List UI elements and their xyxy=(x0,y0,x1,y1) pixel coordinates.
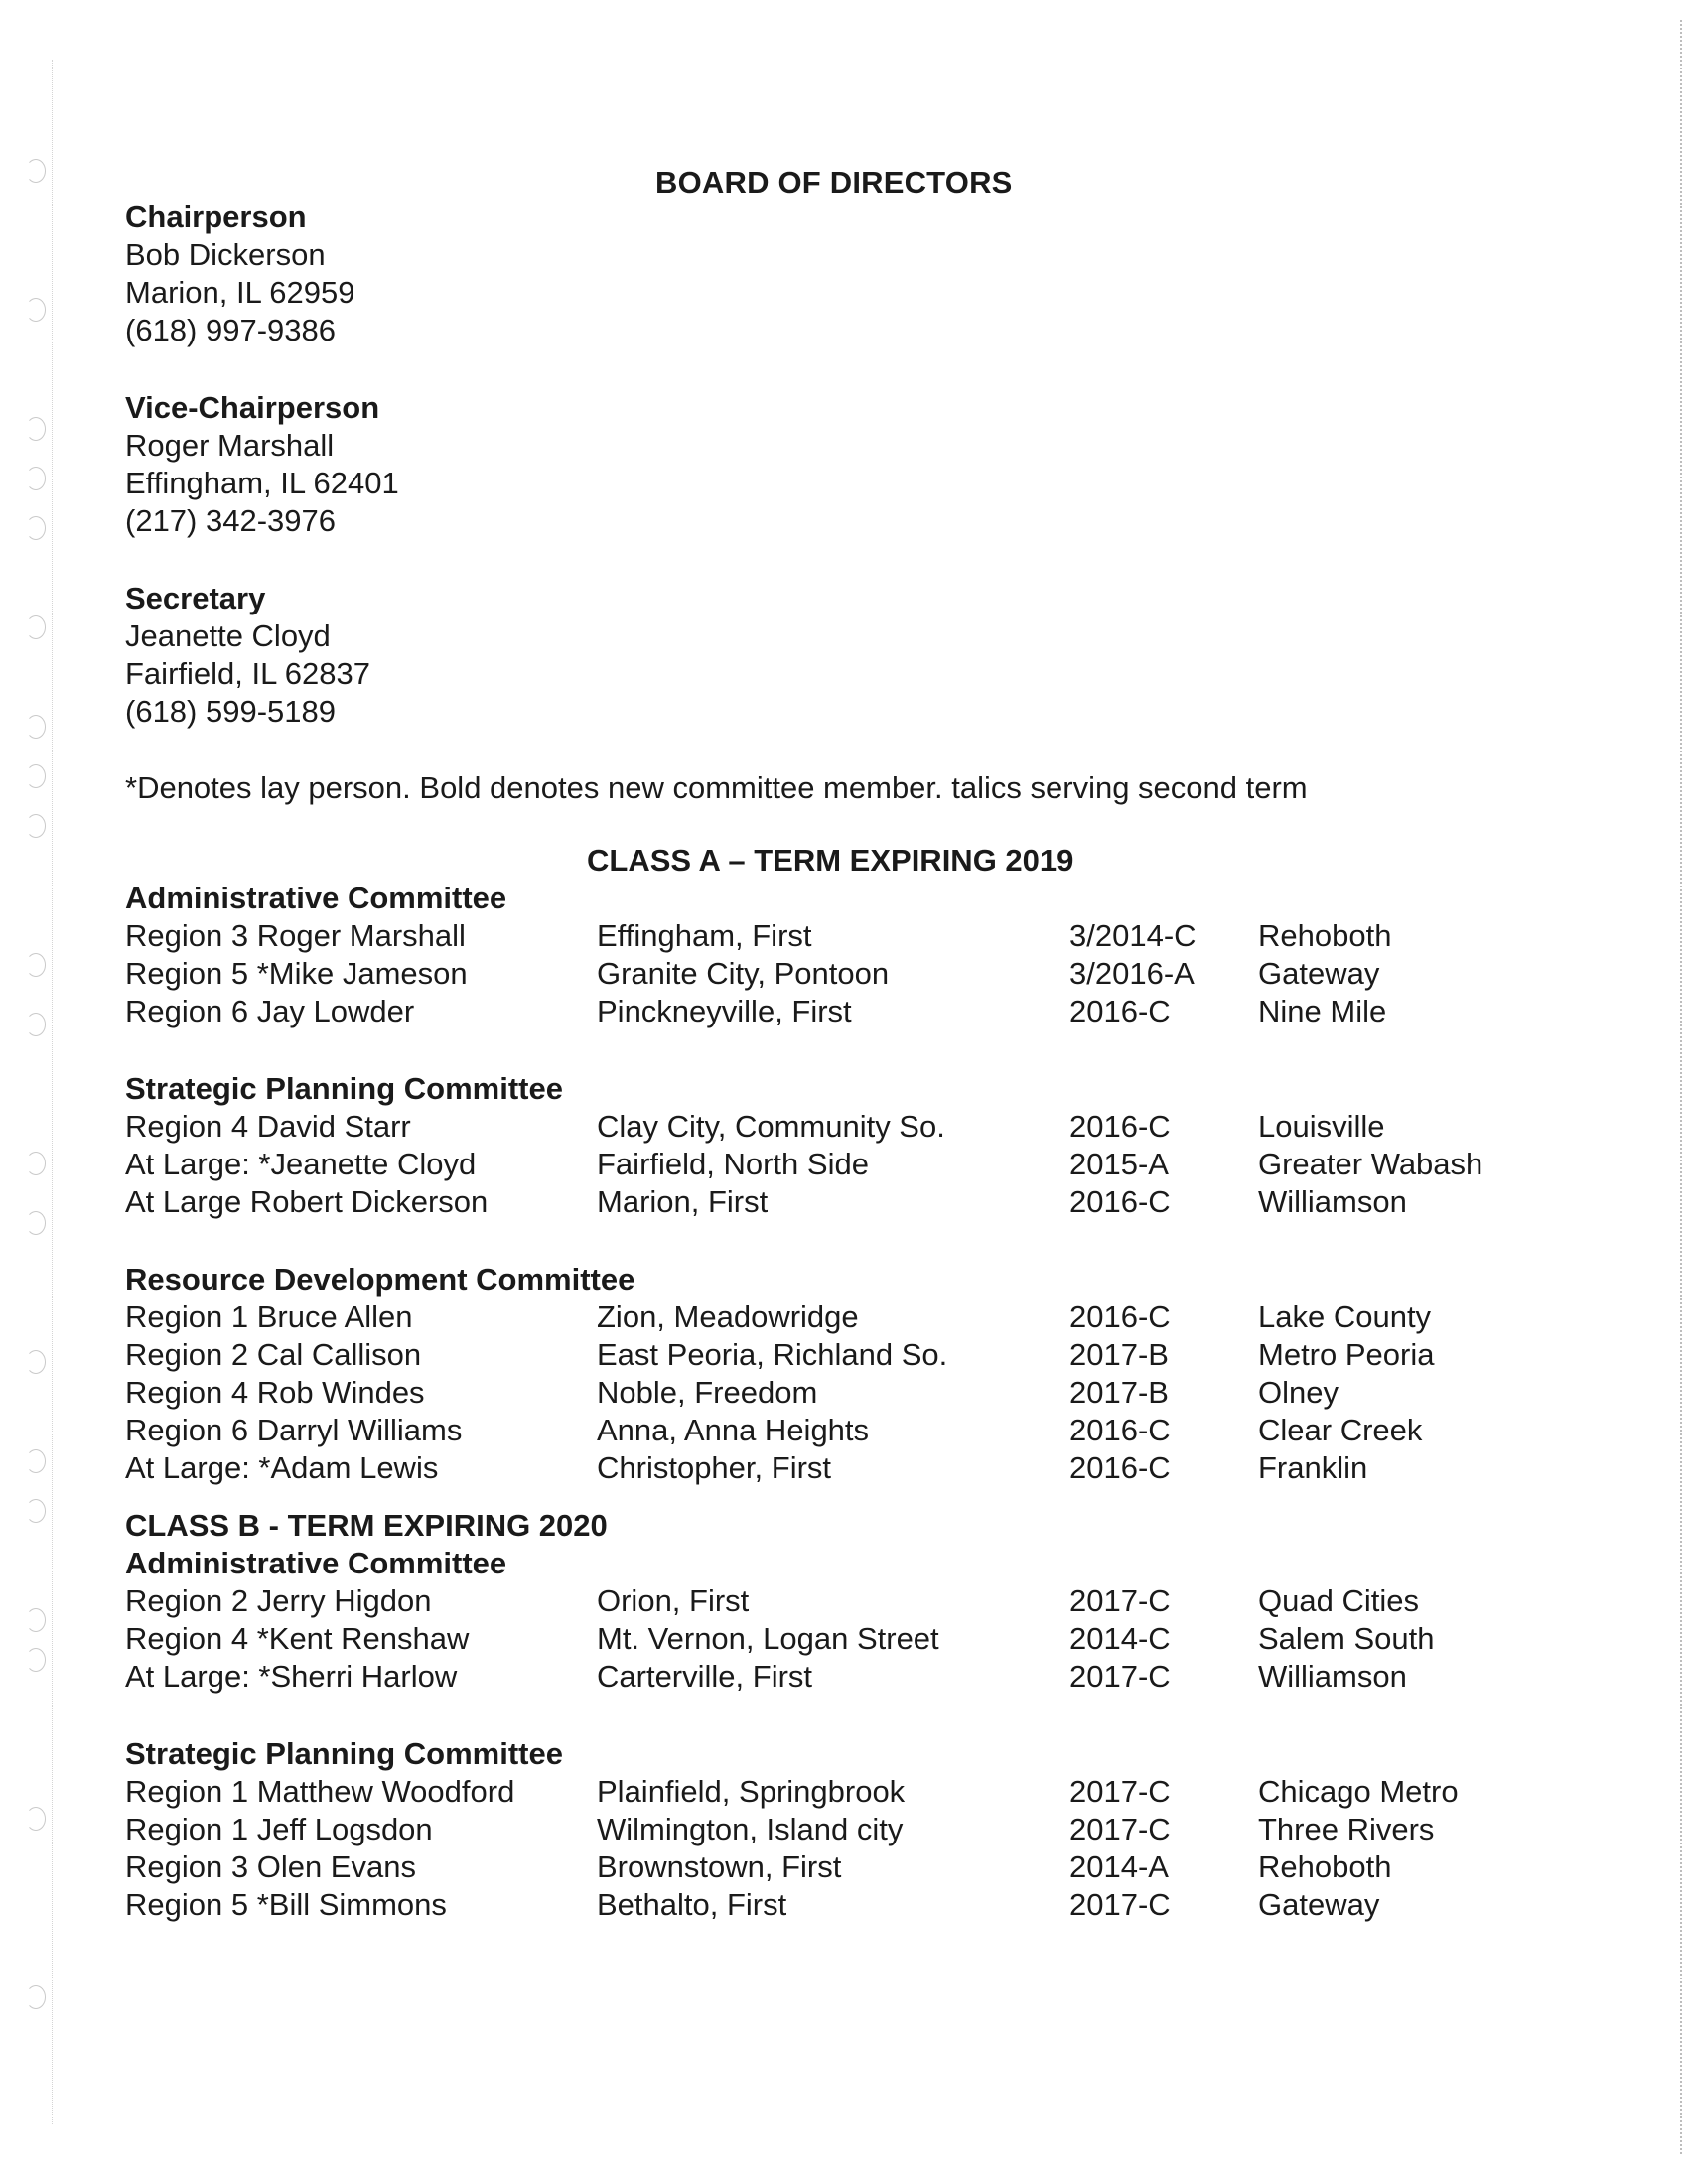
member-name: At Large: *Sherri Harlow xyxy=(125,1659,458,1694)
member-church: Granite City, Pontoon xyxy=(597,956,890,991)
member-row xyxy=(125,1773,1535,1811)
member-name: Region 5 *Bill Simmons xyxy=(125,1887,447,1922)
binder-margin xyxy=(22,60,53,2124)
member-name: Region 6 Darryl Williams xyxy=(125,1413,463,1447)
member-term: 2017-B xyxy=(1069,1337,1169,1372)
member-row xyxy=(125,993,1535,1030)
member-row xyxy=(125,1108,1535,1146)
member-name: Region 4 Rob Windes xyxy=(125,1375,425,1410)
member-association: Rehoboth xyxy=(1258,918,1392,953)
punch-hole-icon xyxy=(26,1608,46,1632)
member-name: Region 1 Jeff Logsdon xyxy=(125,1812,433,1846)
punch-hole-icon xyxy=(26,1013,46,1036)
member-name: Region 4 David Starr xyxy=(125,1109,411,1144)
member-name: At Large: *Jeanette Cloyd xyxy=(125,1147,477,1181)
member-name: Region 6 Jay Lowder xyxy=(125,994,415,1028)
member-name: At Large: *Adam Lewis xyxy=(125,1450,439,1485)
member-term: 2016-C xyxy=(1069,994,1171,1028)
member-term: 2017-B xyxy=(1069,1375,1169,1410)
member-row xyxy=(125,955,1535,993)
committee xyxy=(125,1070,1535,1221)
member-term: 2016-C xyxy=(1069,1109,1171,1144)
member-association: Williamson xyxy=(1258,1659,1407,1694)
member-name: Region 2 Jerry Higdon xyxy=(125,1583,432,1618)
committee xyxy=(125,1545,1535,1696)
member-church: Zion, Meadowridge xyxy=(597,1299,859,1334)
member-church: Wilmington, Island city xyxy=(597,1812,904,1846)
member-row xyxy=(125,1848,1535,1886)
member-association: Three Rivers xyxy=(1258,1812,1435,1846)
officer-name: Jeanette Cloyd xyxy=(125,618,331,653)
punch-hole-icon xyxy=(26,814,46,838)
member-term: 2016-C xyxy=(1069,1184,1171,1219)
member-row xyxy=(125,1298,1535,1336)
punch-hole-icon xyxy=(26,417,46,441)
member-term: 3/2014-C xyxy=(1069,918,1197,953)
member-association: Franklin xyxy=(1258,1450,1368,1485)
member-church: Effingham, First xyxy=(597,918,812,953)
member-church: Pinckneyville, First xyxy=(597,994,852,1028)
member-term: 2016-C xyxy=(1069,1450,1171,1485)
member-term: 2016-C xyxy=(1069,1299,1171,1334)
committee-name: Strategic Planning Committee xyxy=(125,1736,563,1771)
member-term: 2017-C xyxy=(1069,1887,1171,1922)
punch-hole-icon xyxy=(26,1152,46,1175)
member-association: Salem South xyxy=(1258,1621,1435,1656)
punch-hole-icon xyxy=(26,1985,46,2009)
punch-hole-icon xyxy=(26,1350,46,1374)
member-church: Anna, Anna Heights xyxy=(597,1413,870,1447)
officer-role: Secretary xyxy=(125,581,266,615)
punch-hole-icon xyxy=(26,1807,46,1831)
member-association: Chicago Metro xyxy=(1258,1774,1459,1809)
member-church: Clay City, Community So. xyxy=(597,1109,945,1144)
member-name: Region 4 *Kent Renshaw xyxy=(125,1621,470,1656)
member-term: 2017-C xyxy=(1069,1812,1171,1846)
officer-role: Chairperson xyxy=(125,200,307,234)
member-term: 2016-C xyxy=(1069,1413,1171,1447)
member-name: Region 1 Bruce Allen xyxy=(125,1299,413,1334)
scan-edge xyxy=(1680,20,1684,2154)
member-association: Rehoboth xyxy=(1258,1849,1392,1884)
member-association: Williamson xyxy=(1258,1184,1407,1219)
member-term: 2017-C xyxy=(1069,1659,1171,1694)
member-name: Region 3 Olen Evans xyxy=(125,1849,416,1884)
officer-secretary xyxy=(125,580,399,731)
member-row xyxy=(125,1811,1535,1848)
committee xyxy=(125,1261,1535,1487)
committee xyxy=(125,880,1535,1030)
member-term: 3/2016-A xyxy=(1069,956,1195,991)
committee xyxy=(125,1735,1535,1924)
member-term: 2017-C xyxy=(1069,1583,1171,1618)
officer-city: Effingham, IL 62401 xyxy=(125,466,399,500)
class-b-committees xyxy=(125,1545,1535,1924)
committee-name: Administrative Committee xyxy=(125,1546,507,1580)
punch-hole-icon xyxy=(26,298,46,322)
punch-hole-icon xyxy=(26,1211,46,1235)
member-row xyxy=(125,1449,1535,1487)
member-row xyxy=(125,1146,1535,1183)
member-row xyxy=(125,1412,1535,1449)
member-church: Orion, First xyxy=(597,1583,750,1618)
member-row xyxy=(125,1183,1535,1221)
committee-name: Administrative Committee xyxy=(125,881,507,915)
member-association: Greater Wabash xyxy=(1258,1147,1483,1181)
member-church: Carterville, First xyxy=(597,1659,813,1694)
class-b-heading: CLASS B - TERM EXPIRING 2020 xyxy=(125,1508,608,1543)
member-row xyxy=(125,1658,1535,1696)
member-association: Nine Mile xyxy=(1258,994,1387,1028)
member-row xyxy=(125,1374,1535,1412)
punch-hole-icon xyxy=(26,1499,46,1523)
member-term: 2017-C xyxy=(1069,1774,1171,1809)
member-term: 2014-A xyxy=(1069,1849,1169,1884)
member-row xyxy=(125,917,1535,955)
member-association: Olney xyxy=(1258,1375,1339,1410)
punch-hole-icon xyxy=(26,764,46,788)
class-a-heading: CLASS A – TERM EXPIRING 2019 xyxy=(587,843,1074,878)
member-name: Region 5 *Mike Jameson xyxy=(125,956,468,991)
member-church: Noble, Freedom xyxy=(597,1375,818,1410)
officer-name: Roger Marshall xyxy=(125,428,335,463)
member-association: Louisville xyxy=(1258,1109,1385,1144)
page-title: BOARD OF DIRECTORS xyxy=(655,165,1013,200)
member-row xyxy=(125,1620,1535,1658)
member-association: Clear Creek xyxy=(1258,1413,1423,1447)
punch-hole-icon xyxy=(26,715,46,739)
officer-phone: (618) 599-5189 xyxy=(125,694,336,729)
officers-section xyxy=(125,199,399,770)
member-name: Region 2 Cal Callison xyxy=(125,1337,422,1372)
member-church: Christopher, First xyxy=(597,1450,832,1485)
committee-roster xyxy=(125,842,1535,1964)
committee-name: Resource Development Committee xyxy=(125,1262,635,1297)
member-row xyxy=(125,1886,1535,1924)
member-name: At Large Robert Dickerson xyxy=(125,1184,489,1219)
member-church: Fairfield, North Side xyxy=(597,1147,869,1181)
member-association: Quad Cities xyxy=(1258,1583,1419,1618)
member-church: Marion, First xyxy=(597,1184,769,1219)
member-association: Gateway xyxy=(1258,1887,1380,1922)
officer-city: Fairfield, IL 62837 xyxy=(125,656,371,691)
officer-city: Marion, IL 62959 xyxy=(125,275,355,310)
officer-chairperson xyxy=(125,199,399,349)
member-term: 2015-A xyxy=(1069,1147,1169,1181)
punch-hole-icon xyxy=(26,467,46,490)
member-row xyxy=(125,1582,1535,1620)
member-church: Brownstown, First xyxy=(597,1849,842,1884)
member-church: East Peoria, Richland So. xyxy=(597,1337,948,1372)
punch-hole-icon xyxy=(26,1449,46,1473)
officer-phone: (618) 997-9386 xyxy=(125,313,336,347)
member-association: Gateway xyxy=(1258,956,1380,991)
punch-hole-icon xyxy=(26,1648,46,1672)
punch-hole-icon xyxy=(26,953,46,977)
member-church: Bethalto, First xyxy=(597,1887,787,1922)
member-church: Mt. Vernon, Logan Street xyxy=(597,1621,939,1656)
punch-hole-icon xyxy=(26,159,46,183)
officer-role: Vice-Chairperson xyxy=(125,390,380,425)
committee-name: Strategic Planning Committee xyxy=(125,1071,563,1106)
member-association: Metro Peoria xyxy=(1258,1337,1435,1372)
class-a-committees xyxy=(125,880,1535,1487)
legend-note: *Denotes lay person. Bold denotes new committee member. talics serving second term xyxy=(125,770,1308,805)
member-row xyxy=(125,1336,1535,1374)
punch-hole-icon xyxy=(26,516,46,540)
member-name: Region 3 Roger Marshall xyxy=(125,918,466,953)
member-term: 2014-C xyxy=(1069,1621,1171,1656)
member-church: Plainfield, Springbrook xyxy=(597,1774,906,1809)
officer-phone: (217) 342-3976 xyxy=(125,503,336,538)
officer-name: Bob Dickerson xyxy=(125,237,326,272)
officer-vice-chairperson xyxy=(125,389,399,540)
punch-hole-icon xyxy=(26,615,46,639)
member-name: Region 1 Matthew Woodford xyxy=(125,1774,515,1809)
member-association: Lake County xyxy=(1258,1299,1432,1334)
